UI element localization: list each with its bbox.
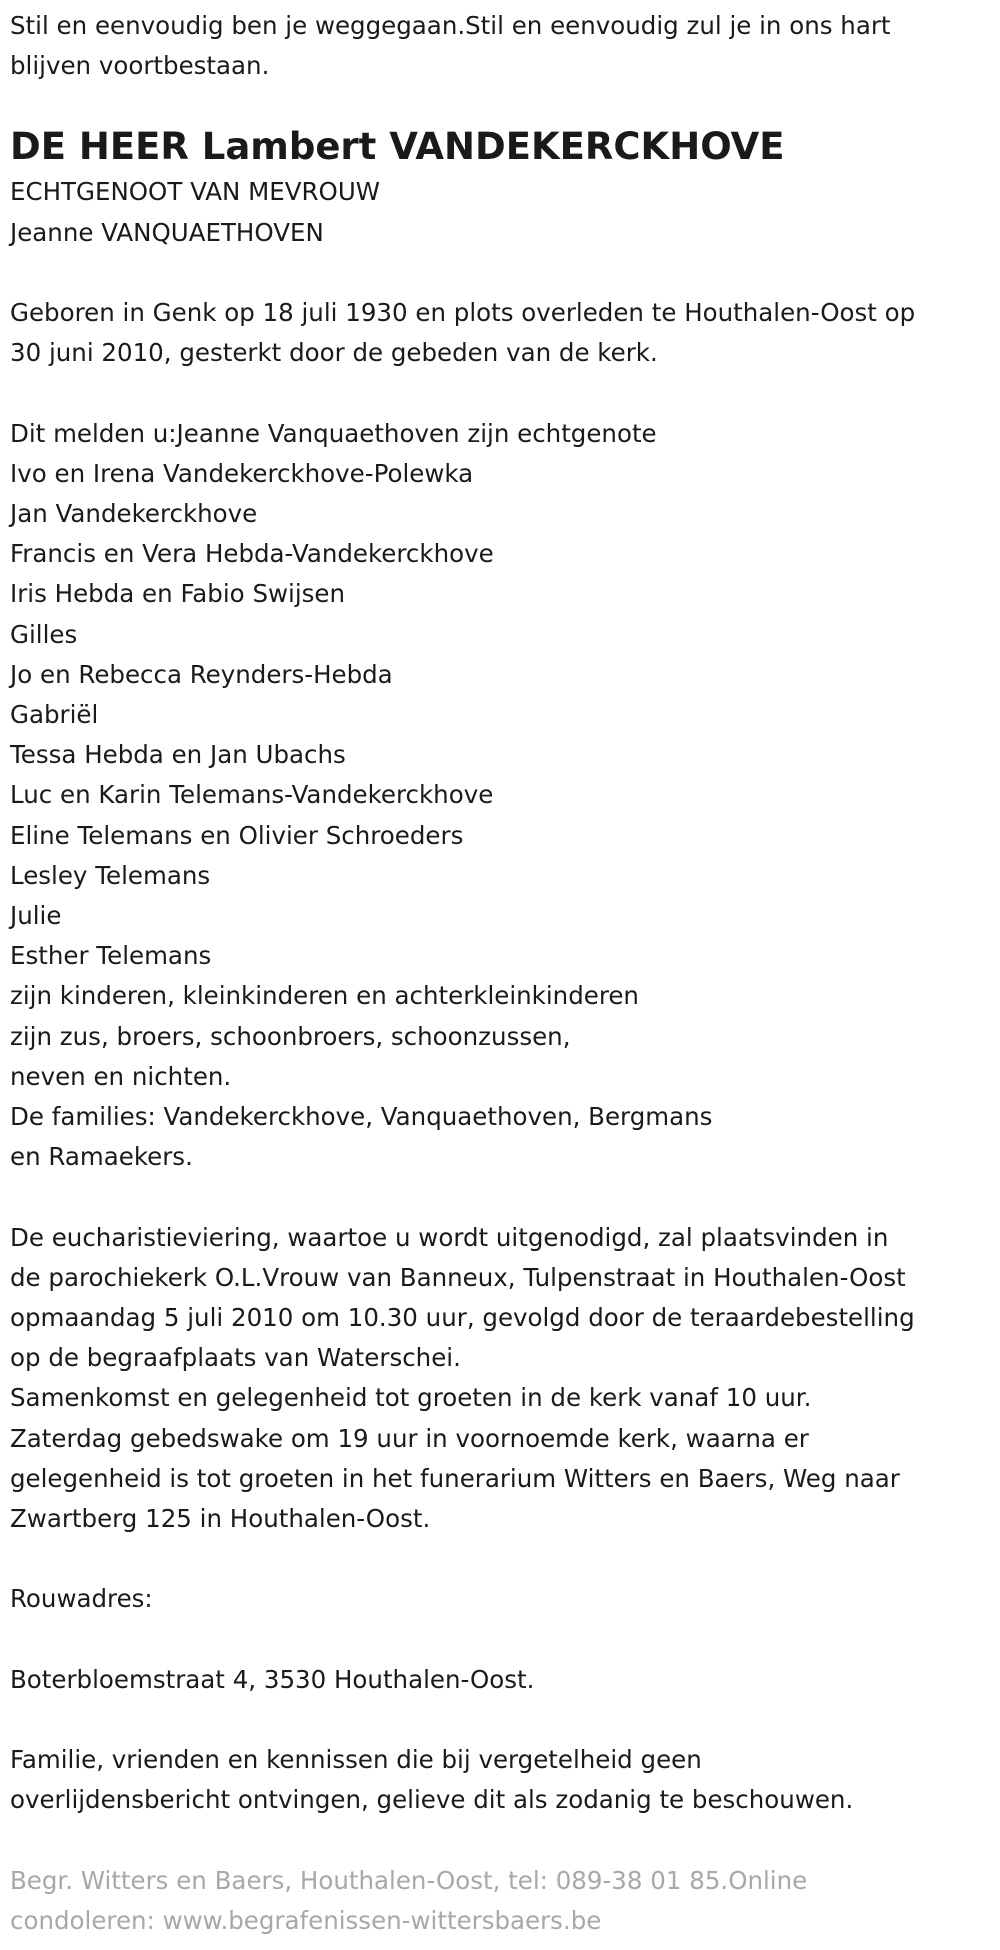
family-line: Esther Telemans	[10, 941, 212, 971]
spacer	[10, 1177, 994, 1217]
rouwadres-label: Rouwadres:	[10, 1584, 153, 1614]
spacer	[10, 1821, 994, 1861]
ceremony-line: de parochiekerk O.L.Vrouw van Banneux, Tulpenstraat in Houthalen-Oost	[10, 1262, 906, 1292]
birth-death-paragraph	[10, 293, 994, 373]
footer-line: condoleren: www.begrafenissen-wittersbaers.be	[10, 1906, 602, 1936]
closing-paragraph	[10, 1740, 994, 1820]
spouse-line: Jeanne VANQUAETHOVEN	[10, 217, 324, 247]
paragraph-line: 30 juni 2010, gesterkt door de gebeden van de kerk.	[10, 338, 658, 368]
family-line: Lesley Telemans	[10, 860, 211, 890]
family-line: zijn zus, broers, schoonbroers, schoonzussen,	[10, 1021, 571, 1051]
closing-line: Familie, vrienden en kennissen die bij vergetelheid geen	[10, 1745, 702, 1775]
closing-line: overlijdensbericht ontvingen, gelieve dit als zodanig te beschouwen.	[10, 1785, 854, 1815]
ceremony-line: Zaterdag gebedswake om 19 uur in voornoemde kerk, waarna er	[10, 1423, 809, 1453]
rouwadres-address: Boterbloemstraat 4, 3530 Houthalen-Oost.	[10, 1664, 535, 1694]
family-line: Gabriël	[10, 700, 99, 730]
undertaker-footer	[10, 1861, 994, 1941]
spouse-block	[10, 172, 994, 252]
family-list	[10, 414, 994, 1178]
family-line: Julie	[10, 901, 62, 931]
family-line: De families: Vandekerckhove, Vanquaethoven, Bergmans	[10, 1102, 713, 1132]
ceremony-line: De eucharistieviering, waartoe u wordt uitgenodigd, zal plaatsvinden in	[10, 1222, 889, 1252]
family-line: Eline Telemans en Olivier Schroeders	[10, 820, 464, 850]
ceremony-line: op de begraafplaats van Waterschei.	[10, 1343, 461, 1373]
family-line: en Ramaekers.	[10, 1142, 193, 1172]
family-line: neven en nichten.	[10, 1061, 232, 1091]
ceremony-paragraph	[10, 1218, 994, 1540]
family-line: Jo en Rebecca Reynders-Hebda	[10, 659, 393, 689]
family-line: Ivo en Irena Vandekerckhove-Polewka	[10, 458, 474, 488]
ceremony-line: Zwartberg 125 in Houthalen-Oost.	[10, 1504, 431, 1534]
intro-line: Stil en eenvoudig ben je weggegaan.Stil en eenvoudig zul je in ons hart	[10, 11, 891, 40]
family-line: Luc en Karin Telemans-Vandekerckhove	[10, 780, 494, 810]
intro-poem	[10, 6, 994, 86]
family-line: Francis en Vera Hebda-Vandekerckhove	[10, 539, 494, 569]
spacer	[10, 373, 994, 413]
family-line: Dit melden u:Jeanne Vanquaethoven zijn echtgenote	[10, 418, 657, 448]
ceremony-line: opmaandag 5 juli 2010 om 10.30 uur, gevolgd door de teraardebestelling	[10, 1303, 915, 1333]
intro-line: blijven voortbestaan.	[10, 51, 270, 81]
paragraph-line: Geboren in Genk op 18 juli 1930 en plots overleden te Houthalen-Oost op	[10, 298, 916, 327]
ceremony-line: Samenkomst en gelegenheid tot groeten in de kerk vanaf 10 uur.	[10, 1383, 812, 1413]
ceremony-line: gelegenheid is tot groeten in het funerarium Witters en Baers, Weg naar	[10, 1463, 900, 1493]
spacer	[10, 1539, 994, 1579]
family-line: zijn kinderen, kleinkinderen en achterkleinkinderen	[10, 981, 639, 1011]
spouse-line: ECHTGENOOT VAN MEVROUW	[10, 177, 381, 207]
deceased-name: DE HEER Lambert VANDEKERCKHOVE	[10, 125, 785, 169]
spacer	[10, 1700, 994, 1740]
footer-line: Begr. Witters en Baers, Houthalen-Oost, tel: 089-38 01 85.Online	[10, 1865, 808, 1895]
spacer	[10, 253, 994, 293]
family-line: Gilles	[10, 619, 78, 649]
family-line: Iris Hebda en Fabio Swijsen	[10, 579, 346, 609]
family-line: Tessa Hebda en Jan Ubachs	[10, 740, 346, 770]
spacer	[10, 1620, 994, 1660]
family-line: Jan Vandekerckhove	[10, 499, 258, 528]
